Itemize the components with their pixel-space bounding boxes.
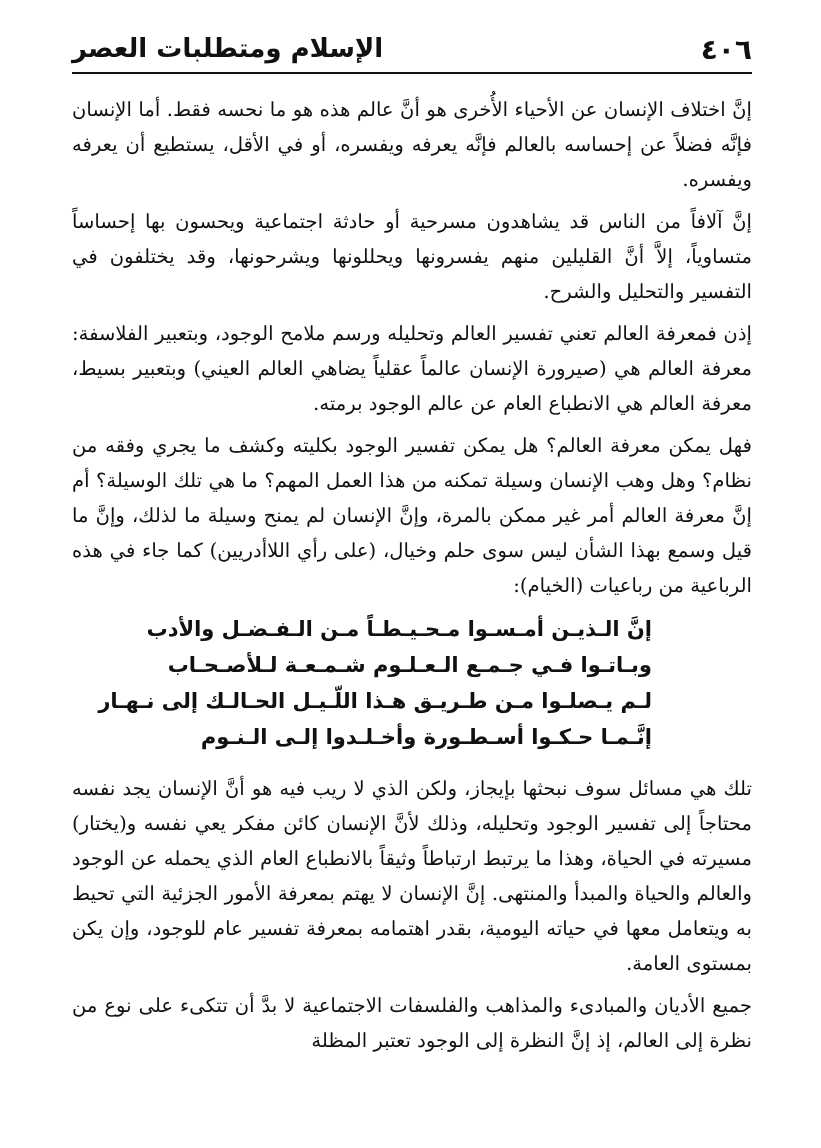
paragraph-6: جميع الأديان والمبادىء والمذاهب والفلسفات الاجتماعية لا بدَّ أن تتكىء على نوع من نظرة إلى العالم، إذ إنَّ النظرة إلى الوجود تعتبر المظلة [72,994,752,1052]
running-title: الإسلام ومتطلبات العصر [72,34,384,64]
paragraph-5: تلك هي مسائل سوف نبحثها بإيجاز، ولكن الذي لا ريب فيه هو أنَّ الإنسان يجد نفسه محتاجاً إلى تفسير الوجود وتحليله، وذلك لأنَّ الإنسان كائن مفكر يعي نفسه و(يختار) مسيرته في الحياة، وهذا ما يرتبط ارتباطاً وثيقاً بالانطباع العام الذي يحمله عن الوجود والعالم والحياة والمبدأ والمنتهى. إنَّ الإنسان لا يهتم بمعرفة الأمور الجزئية التي تحيط به ويتعامل معها في حياته اليومية، بقدر اهتمامه بمعرفة تفسير عام للوجود، وإن يكن بمستوى العامة. [72,777,752,975]
page-body [72,92,752,1142]
verse-line-4: إنَّـمـا حـكـوا أسـطـورة وأخـلـدوا إلـى الـنـوم [200,725,652,749]
paragraph-2: إنَّ آلافاً من الناس قد يشاهدون مسرحية أو حادثة اجتماعية ويحسون بها إحساساً متساوياً، إلاَّ أنَّ القليلين منهم يفسرونها ويحللونها ويشرحونها، وقد يختلفون في التفسير والتحليل والشرح. [72,210,752,303]
verse-line-1: إنَّ الـذيـن أمـسـوا مـحـيـطـاً مـن الـفـضـل والأدب [146,617,652,641]
verse-line-2: وبـاتـوا فـي جـمـع الـعـلـوم شـمـعـة لـلأصـحـاب [167,653,652,677]
paragraph-1: إنَّ اختلاف الإنسان عن الأحياء الأُخرى هو أنَّ عالم هذه هو ما نحسه فقط. أما الإنسان فإنَّه فضلاً عن إحساسه بالعالم فإنَّه يعرفه ويفسره، أو في الأقل، يستطيع أن يعرفه ويفسره. [72,98,752,191]
page-number: ٤٠٦ [700,32,752,66]
header-divider [72,72,752,74]
verse-line-3: لـم يـصلـوا مـن طـريـق هـذا اللّـيـل الحـالـك إلى نـهـار [98,689,652,713]
quatrain [98,611,652,755]
paragraph-4: فهل يمكن معرفة العالم؟ هل يمكن تفسير الوجود بكليته وكشف ما يجري وفقه من نظام؟ وهل وهب الإنسان وسيلة تمكنه من هذا العمل المهم؟ ما هي تلك الوسيلة؟ أم إنَّ معرفة العالم أمر غير ممكن بالمرة، وإنَّ الإنسان لم يمنح وسيلة ما لذلك، وإنَّ ما قيل وسمع بهذا الشأن ليس سوى حلم وخيال، (على رأي اللاأدريين) كما جاء في هذه الرباعية من رباعيات (الخيام): [72,434,752,597]
paragraph-3: إذن فمعرفة العالم تعني تفسير العالم وتحليله ورسم ملامح الوجود، وبتعبير الفلاسفة: معرفة العالم هي (صيرورة الإنسان عالماً عقلياً يضاهي العالم العيني) وبتعبير بسيط، معرفة العالم هي الانطباع العام عن عالم الوجود برمته. [72,322,752,415]
page-header [72,26,752,72]
